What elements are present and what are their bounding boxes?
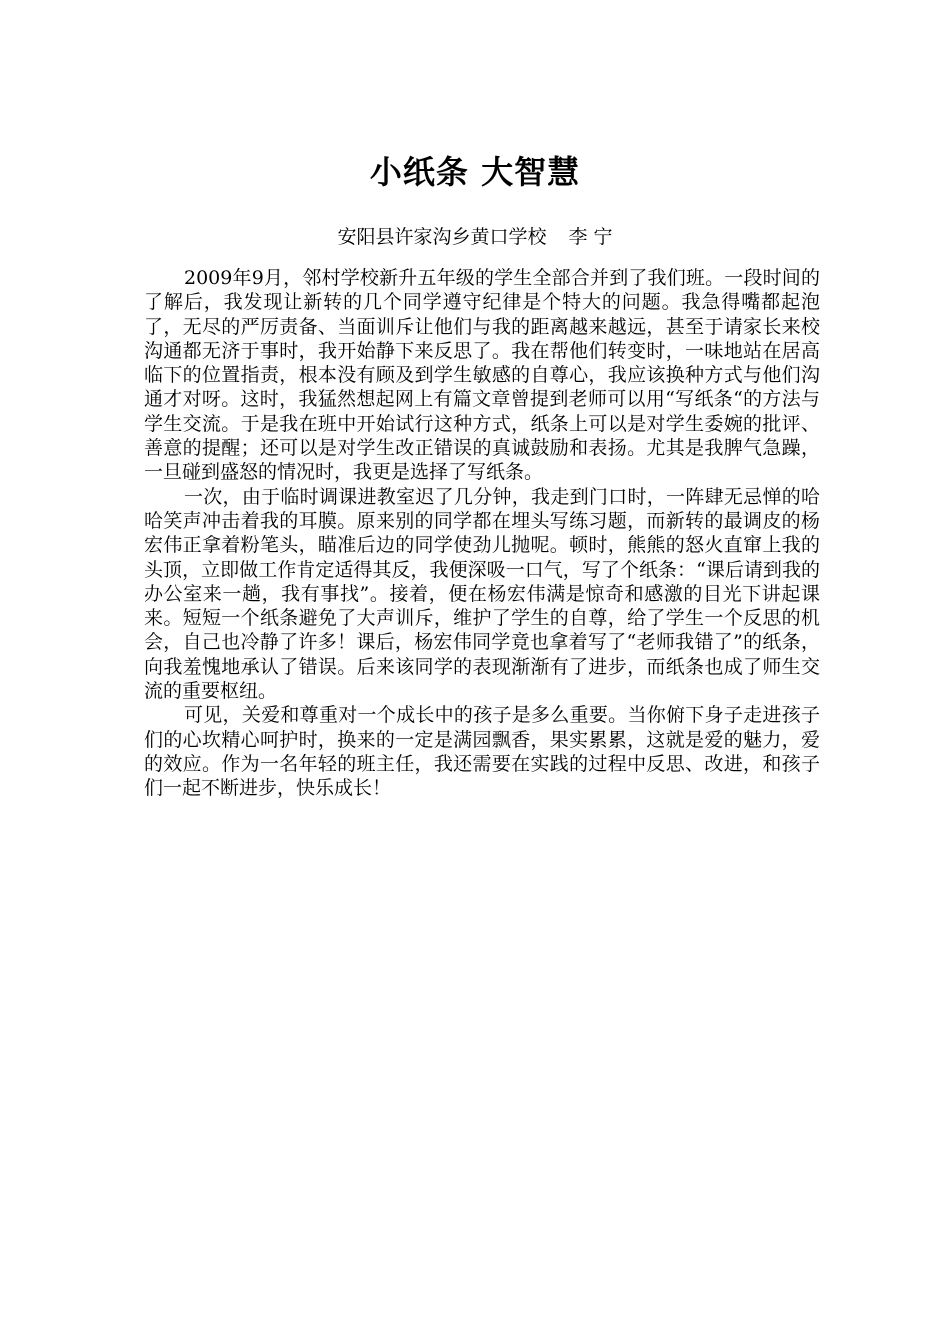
paragraph: 可见，关爱和尊重对一个成长中的孩子是多么重要。当你俯下身子走进孩子们的心坎精心呵护时，换来的一定是满园飘香，果实累累，这就是爱的魅力，爱的效应。作为一名年轻的班主任，我还需要在实践的过程中反思、改进，和孩子们一起不断进步，快乐成长！ [144,704,820,800]
author-name: 李 宁 [568,226,613,248]
school-name: 安阳县许家沟乡黄口学校 [337,226,547,248]
article-body [144,266,820,801]
byline [0,222,950,252]
paragraph: 一次，由于临时调课进教室迟了几分钟，我走到门口时，一阵肆无忌惮的哈哈笑声冲击着我的耳膜。原来别的同学都在埋头写练习题，而新转的最调皮的杨宏伟正拿着粉笔头，瞄准后边的同学使劲儿抛呢。顿时，熊熊的怒火直窜上我的头顶，立即做工作肯定适得其反，我便深吸一口气，写了个纸条：“课后请到我的办公室来一趟，我有事找”。接着，便在杨宏伟满是惊奇和感激的目光下讲起课来。短短一个纸条避免了大声训斥，维护了学生的自尊，给了学生一个反思的机会，自己也冷静了许多！课后，杨宏伟同学竟也拿着写了“老师我错了”的纸条，向我羞愧地承认了错误。后来该同学的表现渐渐有了进步，而纸条也成了师生交流的重要枢纽。 [144,485,820,703]
paragraph: 2009年9月，邻村学校新升五年级的学生全部合并到了我们班。一段时间的了解后，我发现让新转的几个同学遵守纪律是个特大的问题。我急得嘴都起泡了，无尽的严厉责备、当面训斥让他们与我的距离越来越远，甚至于请家长来校沟通都无济于事时，我开始静下来反思了。我在帮他们转变时，一味地站在居高临下的位置指责，根本没有顾及到学生敏感的自尊心，我应该换种方式与他们沟通才对呀。这时，我猛然想起网上有篇文章曾提到老师可以用“写纸条“的方法与学生交流。于是我在班中开始试行这种方式，纸条上可以是对学生委婉的批评、善意的提醒；还可以是对学生改正错误的真诚鼓励和表扬。尤其是我脾气急躁，一旦碰到盛怒的情况时，我更是选择了写纸条。 [144,267,820,484]
article-title: 小纸条 大智慧 [369,153,581,191]
